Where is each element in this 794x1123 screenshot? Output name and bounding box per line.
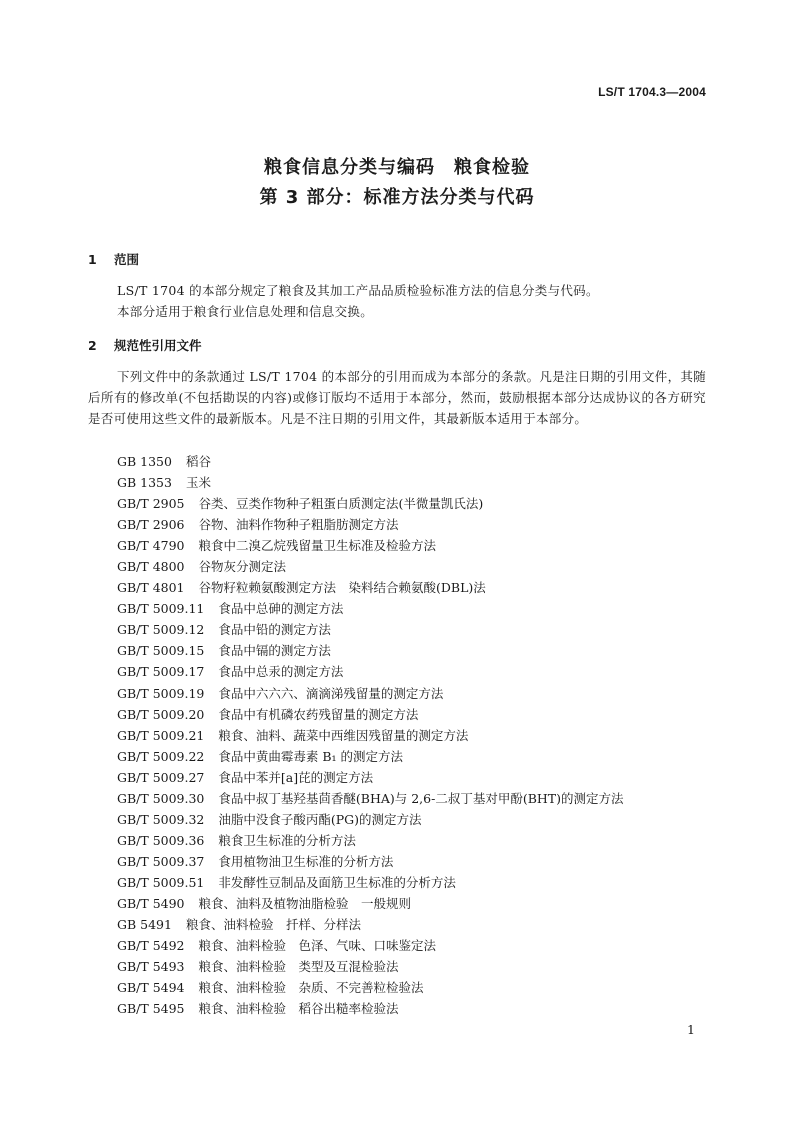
reference-title: 谷物、油料作物种子粗脂肪测定方法 bbox=[198, 517, 399, 533]
reference-code: GB/T 5009.15 bbox=[117, 643, 205, 659]
reference-title: 粮食、油料及植物油脂检验 一般规则 bbox=[198, 895, 412, 911]
reference-item bbox=[117, 935, 624, 956]
reference-item bbox=[117, 872, 624, 893]
reference-item bbox=[117, 767, 624, 788]
reference-code: GB/T 5009.17 bbox=[117, 664, 205, 680]
reference-item bbox=[117, 514, 624, 535]
reference-code: GB/T 4800 bbox=[117, 559, 185, 575]
reference-code: GB/T 2905 bbox=[117, 496, 185, 512]
reference-item bbox=[117, 704, 624, 725]
reference-title: 食品中有机磷农药残留量的测定方法 bbox=[218, 706, 419, 722]
reference-code: GB 1350 bbox=[117, 454, 172, 469]
reference-code: GB/T 5494 bbox=[117, 980, 185, 996]
reference-code: GB/T 5493 bbox=[117, 959, 185, 975]
section-title: 范围 bbox=[114, 252, 140, 267]
reference-item bbox=[117, 809, 624, 830]
reference-title: 食品中黄曲霉毒素 B₁ 的测定方法 bbox=[218, 748, 404, 764]
reference-code: GB/T 2906 bbox=[117, 517, 185, 533]
reference-code: GB/T 5009.32 bbox=[117, 811, 205, 827]
reference-item bbox=[117, 493, 624, 514]
section-heading-normative-references bbox=[88, 336, 202, 354]
reference-item bbox=[117, 661, 624, 682]
reference-item bbox=[117, 683, 624, 704]
reference-item bbox=[117, 451, 624, 472]
reference-item bbox=[117, 535, 624, 556]
reference-code: GB/T 5009.37 bbox=[117, 853, 205, 869]
reference-title: 食品中叔丁基羟基茴香醚(BHA)与 2,6-二叔丁基对甲酚(BHT)的测定方法 bbox=[218, 790, 624, 806]
reference-title: 谷类、豆类作物种子粗蛋白质测定法(半微量凯氏法) bbox=[198, 496, 484, 512]
reference-title: 玉米 bbox=[185, 475, 211, 491]
document-title-line-1: 粮食信息分类与编码 粮食检验 bbox=[264, 157, 530, 178]
reference-title: 食品中六六六、滴滴涕残留量的测定方法 bbox=[218, 685, 444, 701]
reference-title: 粮食、油料检验 类型及互混检验法 bbox=[198, 959, 399, 975]
references-intro-paragraph: 下列文件中的条款通过 LS/T 1704 的本部分的引用而成为本部分的条款。凡是注日期的引用文件，其随后所有的修改单(不包括勘误的内容)或修订版均不适用于本部分，然而，鼓励根据本部分达成协议的各方研究是否可使用这些文件的最新版本。凡是不注日期的引用文件，其最新版本适用于本部分。 bbox=[88, 369, 706, 427]
reference-code: GB/T 5009.27 bbox=[117, 769, 205, 785]
scope-paragraph-2: 本部分适用于粮食行业信息处理和信息交换。 bbox=[117, 304, 374, 319]
reference-item bbox=[117, 998, 624, 1019]
reference-code: GB/T 4790 bbox=[117, 538, 185, 554]
reference-code: GB/T 5009.21 bbox=[117, 727, 205, 743]
reference-code: GB/T 5009.20 bbox=[117, 706, 205, 722]
reference-item bbox=[117, 851, 624, 872]
reference-code: GB/T 5009.19 bbox=[117, 685, 205, 701]
document-code: LS/T 1704.3—2004 bbox=[598, 85, 706, 99]
reference-code: GB/T 4801 bbox=[117, 580, 185, 596]
reference-title: 粮食、油料检验 杂质、不完善粒检验法 bbox=[198, 980, 424, 996]
reference-title: 稻谷 bbox=[185, 454, 211, 469]
reference-item bbox=[117, 977, 624, 998]
reference-title: 谷物灰分测定法 bbox=[198, 559, 287, 575]
reference-code: GB/T 5009.12 bbox=[117, 622, 205, 638]
reference-title: 食品中苯并[a]芘的测定方法 bbox=[218, 769, 374, 785]
document-title-line-2: 第 3 部分：标准方法分类与代码 bbox=[259, 187, 535, 208]
reference-code: GB/T 5009.51 bbox=[117, 874, 205, 890]
reference-code: GB 1353 bbox=[117, 475, 172, 491]
reference-code: GB/T 5009.36 bbox=[117, 832, 205, 848]
reference-title: 粮食、油料检验 稻谷出糙率检验法 bbox=[198, 1001, 399, 1017]
reference-code: GB 5491 bbox=[117, 917, 172, 933]
page-number: 1 bbox=[687, 1022, 695, 1037]
reference-item bbox=[117, 893, 624, 914]
reference-item bbox=[117, 725, 624, 746]
reference-item bbox=[117, 956, 624, 977]
reference-item bbox=[117, 598, 624, 619]
reference-title: 粮食、油料检验 色泽、气味、口味鉴定法 bbox=[198, 938, 437, 954]
reference-title: 食品中总砷的测定方法 bbox=[218, 601, 344, 617]
section-title: 规范性引用文件 bbox=[114, 338, 202, 353]
reference-code: GB/T 5492 bbox=[117, 938, 185, 954]
reference-item bbox=[117, 640, 624, 661]
reference-item bbox=[117, 746, 624, 767]
reference-title: 粮食卫生标准的分析方法 bbox=[218, 832, 356, 848]
reference-title: 食品中铅的测定方法 bbox=[218, 622, 331, 638]
reference-item bbox=[117, 472, 624, 493]
reference-title: 粮食、油料检验 扦样、分样法 bbox=[185, 917, 361, 933]
reference-item bbox=[117, 556, 624, 577]
reference-title: 食品中总汞的测定方法 bbox=[218, 664, 344, 680]
reference-list bbox=[117, 451, 624, 1019]
section-number: 1 bbox=[88, 252, 97, 267]
reference-code: GB/T 5009.11 bbox=[117, 601, 205, 617]
reference-title: 非发酵性豆制品及面筋卫生标准的分析方法 bbox=[218, 874, 456, 890]
reference-item bbox=[117, 914, 624, 935]
reference-code: GB/T 5495 bbox=[117, 1001, 185, 1017]
reference-item bbox=[117, 619, 624, 640]
reference-item bbox=[117, 788, 624, 809]
section-number: 2 bbox=[88, 338, 97, 353]
reference-item bbox=[117, 577, 624, 598]
scope-paragraph-1: LS/T 1704 的本部分规定了粮食及其加工产品品质检验标准方法的信息分类与代码。 bbox=[117, 283, 599, 298]
section-heading-scope bbox=[88, 250, 139, 268]
reference-title: 粮食、油料、蔬菜中西维因残留量的测定方法 bbox=[218, 727, 469, 743]
reference-item bbox=[117, 830, 624, 851]
reference-title: 粮食中二溴乙烷残留量卫生标准及检验方法 bbox=[198, 538, 437, 554]
reference-code: GB/T 5009.22 bbox=[117, 748, 205, 764]
reference-code: GB/T 5009.30 bbox=[117, 790, 205, 806]
reference-title: 谷物籽粒赖氨酸测定方法 染料结合赖氨酸(DBL)法 bbox=[198, 580, 486, 596]
reference-title: 食用植物油卫生标准的分析方法 bbox=[218, 853, 394, 869]
reference-title: 食品中镉的测定方法 bbox=[218, 643, 331, 659]
reference-title: 油脂中没食子酸丙酯(PG)的测定方法 bbox=[218, 811, 422, 827]
reference-code: GB/T 5490 bbox=[117, 895, 185, 911]
